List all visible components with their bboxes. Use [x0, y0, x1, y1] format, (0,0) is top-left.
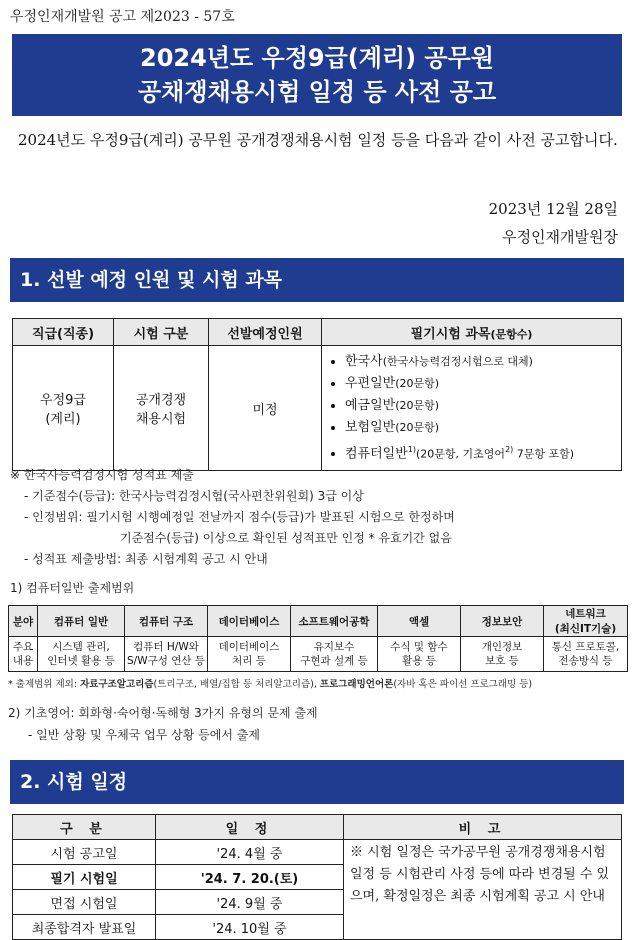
subject-item: • 예금일반(20문항)	[345, 395, 620, 417]
computer-scope-table: 분야 컴퓨터 일반 컴퓨터 구조 데이터베이스 소프트웨어공학 액셀 정보보안 네트워크 (최신IT기술) 주요 내용 시스템 관리, 인터넷 활용 등 컴퓨터 H/W와 S/W구성 연산 등 데이터베이스 처리 등 유지보수 구현과 설계 등 수식 및 함수 활용 등 개인정보 보호 등 통신 프로토콜, 전송방식 등	[8, 605, 628, 672]
history-cert-notes: ※ 한국사능력검정시험 성적표 제출 - 기준점수(등급): 한국사능력검정시험(국사편찬위원회) 3급 이상 - 인정범위: 필기시험 시행예정일 전날까지 점수(등급)가 발표된 시험으로 한정하며 기준점수(등급) 이상으로 확인된 성적표만 인정 * 유효기간 없음 - 성적표 제출방법: 최종 시험계획 공고 시 안내 1) 컴퓨터일반 출제범위	[10, 465, 630, 599]
notice-number: 우정인재개발원 공고 제2023 - 57호	[10, 9, 235, 25]
schedule-row-date: '24. 10월 중	[156, 915, 344, 940]
schedule-remark: ※ 시험 일정은 국가공무원 공개경쟁채용시험 일정 등 시험관리 사정 등에 따라 변경될 수 있으며, 확정일정은 최종 시험계획 공고 시 안내	[344, 840, 622, 940]
schedule-row-date: '24. 9월 중	[156, 890, 344, 915]
subject-item: • 보험일반(20문항)	[345, 417, 620, 439]
title-line-2: 공채쟁채용시험 일정 등 사전 공고	[138, 78, 496, 106]
section-1-heading: 1. 선발 예정 인원 및 시험 과목	[10, 258, 624, 302]
schedule-row-label: 최종합격자 발표일	[13, 915, 156, 940]
schedule-row-date: '24. 7. 20.(토)	[156, 865, 344, 890]
scope-footnote: * 출제범위 제외: 자료구조알고리즘(트리구조, 배열/집합 등 처리알고리즘), 프로그래밍언어론(자바 혹은 파이선 프로그래밍 등)	[8, 679, 533, 690]
intro-text: 2024년도 우정9급(계리) 공무원 공개경쟁채용시험 일정 등을 다음과 같이 사전 공고합니다.	[18, 131, 618, 149]
schedule-row-label: 시험 공고일	[13, 840, 156, 865]
basic-english-notes: 2) 기초영어: 회화형·숙어형·독해형 3가지 유형의 문제 출제 - 일반 상황 및 우체국 업무 상황 등에서 출제	[8, 706, 318, 742]
col-count: 선발예정인원	[209, 319, 322, 346]
selection-table	[12, 318, 622, 471]
schedule-row-date: '24. 4월 중	[156, 840, 344, 865]
col-grade: 직급(직종)	[13, 319, 114, 346]
title-line-1: 2024년도 우정9급(계리) 공무원	[140, 44, 494, 72]
issuer: 우정인재개발원장	[502, 228, 618, 246]
grade-cell: 우정9급 (계리)	[13, 346, 114, 471]
schedule-table: 구 분 일 정 비 고 시험 공고일 '24. 4월 중 ※ 시험 일정은 국가공무원 공개경쟁채용시험 일정 등 시험관리 사정 등에 따라 변경될 수 있으며, 확정일정은 최종 시험계획 공고 시 안내 필기 시험일 '24. 7. 20.(토) 면접 시험일 '24. 9월 중 최종합격자 발표일 '24. 10월 중	[12, 814, 622, 940]
subject-item: • 우편일반(20문항)	[345, 373, 620, 395]
col-subjects: 필기시험 과목(문항수)	[322, 319, 622, 346]
col-exam-type: 시험 구분	[114, 319, 209, 346]
computer-scope-title: 1) 컴퓨터일반 출제범위	[10, 581, 135, 595]
count-cell: 미정	[209, 346, 322, 471]
section-2-heading: 2. 시험 일정	[10, 760, 624, 804]
exam-type-cell: 공개경쟁 채용시험	[114, 346, 209, 471]
schedule-row-label: 면접 시험일	[13, 890, 156, 915]
schedule-row-label: 필기 시험일	[13, 865, 156, 890]
announcement-date: 2023년 12월 28일	[488, 200, 618, 218]
subject-item: • 한국사(한국사능력검정시험으로 대체)	[345, 351, 620, 373]
title-banner	[12, 34, 622, 116]
subject-item: • 컴퓨터일반$^{1)}$(20문항, 기초영어$^{2)}$ 7문항 포함)	[345, 439, 620, 465]
subjects-cell	[322, 346, 622, 471]
date-block	[489, 195, 618, 251]
